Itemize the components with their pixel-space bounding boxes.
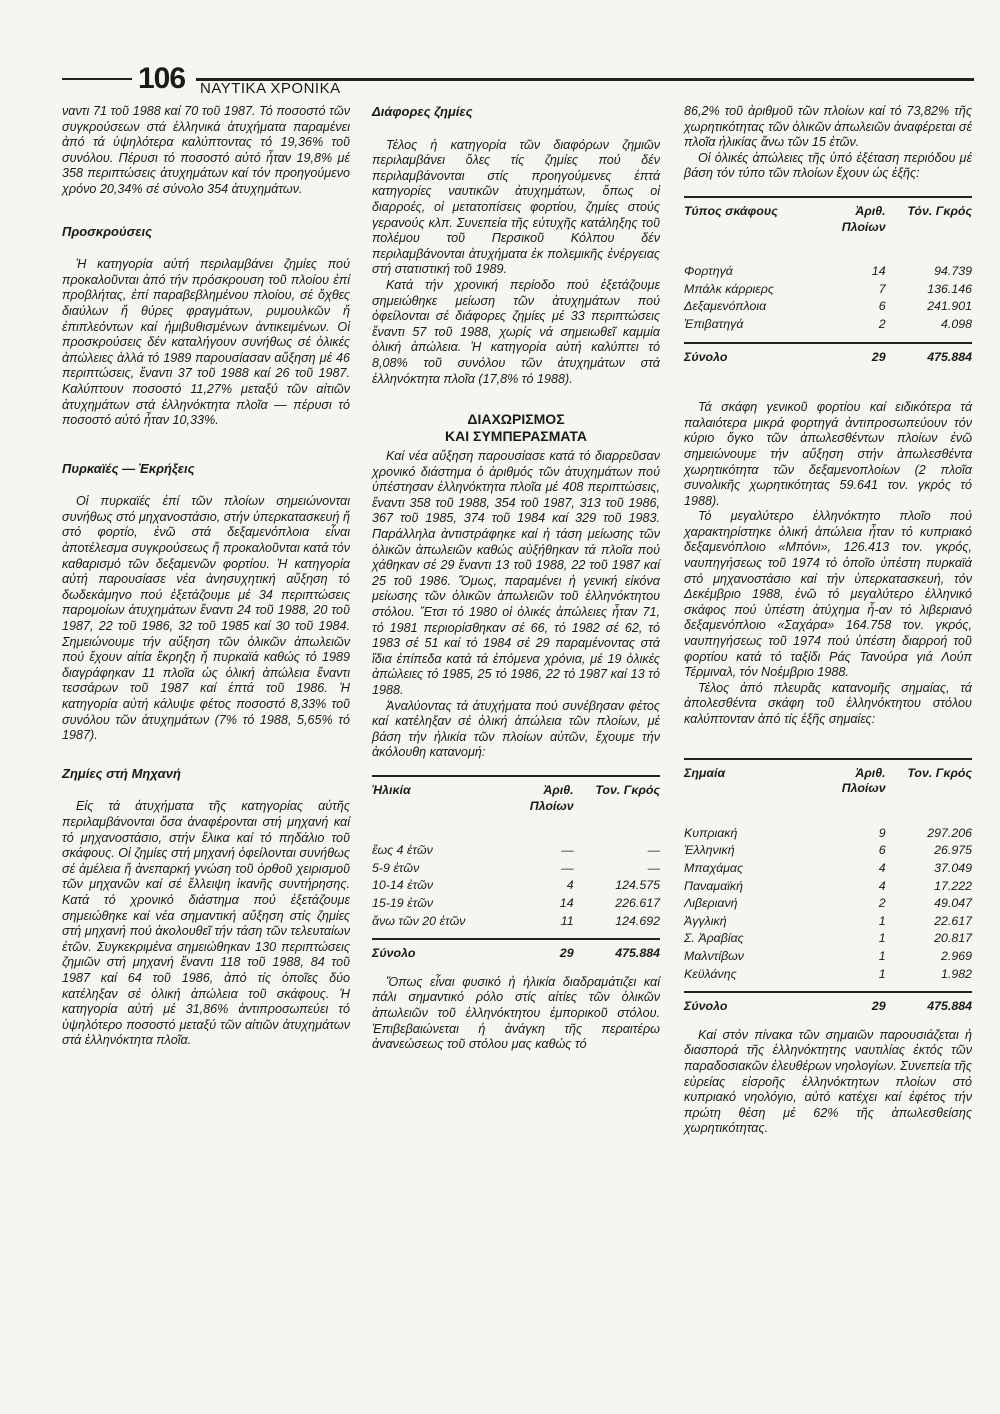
table-row [684, 825, 972, 843]
table-row [372, 895, 660, 913]
table-row [684, 930, 972, 948]
table-cell: — [647, 843, 660, 858]
column-header: Τον. Γκρός [574, 776, 660, 842]
table-row [684, 298, 972, 316]
table-cell: 6 [878, 299, 886, 314]
table-cell: — [561, 843, 574, 858]
paragraph: Κατά τήν χρονική περίοδο πού ἐξετάζουμε σημειώθηκε μείωση τῶν ἀτυχημάτων πού ὀφείλονται σέ διάφορες ζημίες μέ 33 περιπτώσεις ἔναντι 57 τοῦ 1988, χωρίς νά σημειωθεῖ καμμία ὁλική ἀπώλεια. Ἡ κατηγορία αὐτή καλύπτει τό 8,08% τοῦ συνόλου τῶν ἀτυχημάτων στά ἑλληνόκτητα πλοῖα (17,8% τό 1988). [372, 277, 660, 386]
table-cell: 1 [878, 931, 886, 946]
column-2 [372, 104, 660, 1053]
section-heading-conclusions [372, 411, 660, 445]
section-heading-misc: Διάφορες ζημίες [372, 104, 473, 119]
table-cell: 1 [878, 913, 886, 928]
table-cell: 37.049 [934, 860, 972, 875]
table-row [684, 281, 972, 299]
table-cell: 14 [559, 895, 574, 910]
table-row [684, 948, 972, 966]
table-cell: 10-14 ἐτῶν [372, 878, 434, 893]
table-row [372, 913, 660, 931]
table-row [684, 895, 972, 913]
table-cell: ἄνω τῶν 20 ἐτῶν [372, 913, 466, 928]
total-cell: 475.884 [574, 939, 660, 963]
table-cell: — [561, 860, 574, 875]
table-cell: 2.969 [940, 948, 972, 963]
column-header: Τον. Γκρός [886, 759, 972, 825]
table-cell: 5-9 ἐτῶν [372, 860, 420, 875]
paragraph: Τέλος ἡ κατηγορία τῶν διαφόρων ζημιῶν περιλαμβάνει ὅλες τίς ζημίες πού δέν περιλαμβάνονται στίς προηγούμενες ἑπτά κατηγορίες ναυτικῶν ἀτυχημάτων, ὅπως οἱ διαρροές, οἱ μετατοπίσεις φορτίου, ζημίες στούς γερανούς κλπ. Συνεπεία τῆς εὐτυχῆς κατάληξης τοῦ πολέμου τοῦ Περσικοῦ Κόλπου δέν περιλαμβάνονται ἀτυχήματα ἐκ πολεμικῆς ἐνέργειας στή στατιστική τοῦ 1989. [372, 137, 660, 277]
table-row [684, 842, 972, 860]
table-cell: Ἐπιβατηγά [684, 316, 744, 331]
total-cell: Σύνολο [684, 992, 822, 1016]
paragraph: Τέλος ἀπό πλευρᾶς κατανομῆς σημαίας, τά ἀπολεσθέντα σκάφη τοῦ ἑλληνόκτητου στόλου καλύπτονταν ἀπό τίς ἑξῆς σημαίες: [684, 680, 972, 726]
table-cell: 14 [871, 264, 886, 279]
paragraph: Οἱ ὁλικές ἀπώλειες τῆς ὑπό ἐξέταση περιόδου μέ βάση τόν τύπο τῶν πλοίων ἔχουν ὡς ἑξῆς: [684, 150, 972, 181]
table-cell: 1 [878, 966, 886, 981]
table-row [684, 966, 972, 984]
paragraph: Ὅπως εἶναι φυσικό ἡ ἡλικία διαδραμάτιζει καί πάλι σημαντικό ρόλο στίς αἰτίες τῶν ὁλικῶν ἀπωλειῶν τοῦ ἑλληνόκτητου ἐμπορικοῦ στόλου. Ἐπιβεβαιώνεται ἡ ἀνάγκη τῆς περαιτέρω ἀνανεώσεως τοῦ στόλου μας καθώς τό [372, 974, 660, 1052]
table-cell: 94.739 [934, 264, 972, 279]
heading-line: ΚΑΙ ΣΥΜΠΕΡΑΣΜΑΤΑ [445, 428, 587, 445]
column-header: Ἀριθ. Πλοίων [822, 759, 885, 825]
table-cell: — [647, 860, 660, 875]
table-row [684, 913, 972, 931]
table-row [372, 842, 660, 860]
flag-table [684, 758, 972, 1016]
section-heading-engine: Ζημίες στή Μηχανή [62, 765, 181, 781]
column-header: Ἀριθ. Πλοίων [822, 197, 885, 263]
table-cell: ἕως 4 ἐτῶν [372, 843, 433, 858]
total-row [684, 992, 972, 1016]
paragraph: Εἰς τά ἀτυχήματα τῆς κατηγορίας αὐτῆς περιλαμβάνονται ὅσα ἀναφέρονται στή μηχανή καί τό μηχανοστάσιο, στήν ἕλικα καί τό πηδάλιο τοῦ σκάφους. Οἱ ζημίες στή μηχανή ὀφείλονται συνήθως σέ ἀμέλεια ἤ ἀνεπαρκή γνώση τοῦ ὀρθοῦ χειρισμοῦ τῶν μηχανῶν καί σέ ἔλλειψη ἱκανῆς συντήρησης. Κατά τό χρονικό διάστημα πού ἐξετάζουμε σημειώθηκε καί νέα σημαντική αὔξηση στίς ζημίες στή μηχανή πού ἀκολουθεῖ τήν τάση τῶν τελευταίων ἐτῶν. Συγκεκριμένα σημειώθηκαν 130 περιπτώσεις ζημιῶν στή μηχανή ἔναντι 118 τοῦ 1988, 84 τοῦ 1987 καί 64 τοῦ 1986, ἀπό τίς ὁποῖες δύο κατέληξαν σέ ὁλική ἀπώλεια τοῦ σκάφους. Ἡ κατηγορία αὐτή μέ 31,86% ἀντιπροσωπεύει τό ὑψηλότερο ποσοστό μεταξύ τῶν αἰτιῶν ἀτυχημάτων στά ἑλληνόκτητα πλοῖα. [62, 799, 350, 1048]
table-cell: 2 [878, 316, 886, 331]
ship-type-table [684, 196, 972, 366]
paragraph: 86,2% τοῦ ἀριθμοῦ τῶν πλοίων καί τό 73,82% τῆς χωρητικότητας τῶν ὁλικῶν ἀπωλειῶν ἀναφέρεται σέ πλοῖα ἡλικίας ἄνω τῶν 15 ἐτῶν. [684, 104, 972, 150]
age-table [372, 775, 660, 963]
table-row [684, 860, 972, 878]
table-cell: 4 [878, 860, 886, 875]
table-row [684, 316, 972, 334]
table-cell: 17.222 [934, 878, 972, 893]
publication-title: ΝΑΥΤΙΚΑ ΧΡΟΝΙΚΑ [200, 80, 341, 97]
paragraph: Ἡ κατηγορία αὐτή περιλαμβάνει ζημίες πού προκαλοῦνται ἀπό τήν πρόσκρουση τοῦ πλοίου ἐπί προβλήτας, ἐπί παραβεβλημένου πλοίου, σέ ὄχθες διαύλων ἤ θύρες φραγμάτων, ρυμουλκῶν ἤ ἐπιπλεόντων καί ἡμιβυθισμένων ἀντικειμένων. Οἱ προσκρούσεις δέν καταλήγουν συνήθως σέ ὁλικές ἀπώλειες ἀλλά τό 1989 παρουσίασαν αὔξηση μέ 46 περιπτώσεις, ἔναντι 37 τοῦ 1988 καί 26 τοῦ 1987. Καλύπτουν ποσοστό 11,27% μεταξύ τῶν αἰτιῶν ἀτυχημάτων στά ἑλληνόκτητα πλοῖα — πέρυσι τό ποσοστό αὐτό ἦταν 10,33%. [62, 257, 350, 428]
table-cell: Παναμαϊκή [684, 878, 743, 893]
total-cell: 29 [822, 343, 885, 367]
column-3 [684, 104, 972, 1137]
table-cell: 1 [878, 948, 886, 963]
table-cell: 6 [878, 843, 886, 858]
table-cell: Σ. Ἀραβίας [684, 931, 744, 946]
table-cell: Μπάλκ κάρριερς [684, 281, 774, 296]
total-row [372, 939, 660, 963]
table-cell: Φορτηγά [684, 264, 733, 279]
table-cell: 124.575 [615, 878, 660, 893]
table-cell: 4 [878, 878, 886, 893]
page-number: 106 [138, 62, 186, 95]
table-cell: Δεξαμενόπλοια [684, 299, 767, 314]
table-row [372, 877, 660, 895]
table-cell: 20.817 [934, 931, 972, 946]
table-cell: 26.975 [934, 843, 972, 858]
table-cell: Ἀγγλική [684, 913, 727, 928]
table-cell: 136.146 [927, 281, 972, 296]
table-cell: 49.047 [934, 896, 972, 911]
paragraph: Τό μεγαλύτερο ἑλληνόκτητο πλοῖο πού χαρακτηρίστηκε ὁλική ἀπώλεια ἦταν τό κυπριακό δεξαμενόπλοιο «Μπόνι», 126.413 τον. γκρός, ναυπηγήσεως τοῦ 1974 τό ὁποῖο ὑπέστη πυρκαϊά στό μηχανοστάσιο καί τήν ὑπερκατασκευή, τόν Δεκέμβριο 1988, ἐνῶ τό μεγαλύτερο ἑλληνικό σκάφος πού ὑπέστη ἀτύχημα ἦ-αν τό λιβεριανό δεξαμενόπλοιο «Σαχάρα» 164.758 τον. γκρός, ναυπηγήσεως τοῦ 1974 πού ὑπέστη διαρροή τοῦ φορτίου κατά τό ταξίδι Ράς Τανούρα γιά Λούπ Τέρμιναλ, τόν Νοέμβριο 1988. [684, 509, 972, 680]
section-heading-fires: Πυρκαϊές — Ἐκρήξεις [62, 460, 195, 476]
table-cell: 124.692 [615, 913, 660, 928]
total-cell: Σύνολο [372, 939, 510, 963]
column-header: Τόν. Γκρός [886, 197, 972, 263]
header-rule-left [62, 78, 132, 80]
total-cell: 29 [822, 992, 885, 1016]
table-cell: 22.617 [934, 913, 972, 928]
page-header [62, 62, 974, 102]
table-cell: 226.617 [615, 895, 660, 910]
heading-line: ΔΙΑΧΩΡΙΣΜΟΣ [467, 411, 565, 428]
table-cell: 7 [878, 281, 886, 296]
table-row [372, 860, 660, 878]
table-cell: Κυπριακή [684, 825, 738, 840]
table-cell: Κεϋλάνης [684, 966, 737, 981]
column-1 [62, 104, 350, 1049]
column-header: Ἀριθ. Πλοίων [510, 776, 573, 842]
column-header: Σημαία [684, 759, 822, 825]
total-cell: 29 [510, 939, 573, 963]
paragraph: Τά σκάφη γενικοῦ φορτίου καί ειδικότερα τά παλαιότερα μικρά φορτηγά ἀντιπροσωπεύουν τόν κύριο ὄγκο τῶν ἀπωλεσθέντων πλοίων ἐνῶ σημειώνουμε τήν αὔξηση στήν ἀπωλεσθέντα χωρητικότητα τῶν δεξαμενοπλοίων (2 πλοῖα συνολικῆς χωρητικότητας 59.641 τον. γκρός τό 1988). [684, 400, 972, 508]
table-cell: 241.901 [927, 299, 972, 314]
table-cell: 4 [566, 878, 574, 893]
column-header: Ἡλικία [372, 776, 510, 842]
table-row [684, 878, 972, 896]
paragraph: ναντι 71 τοῦ 1988 καί 70 τοῦ 1987. Τό ποσοστό τῶν συγκρούσεων στά ἑλληνικά ἀτυχήματα παραμένει ἀπό τά ὑψηλότερα καλύπτοντας τό 19,36% τοῦ συνόλου. Πέρυσι τό ποσοστό αὐτό ἦταν 19,8% μέ 358 περιπτώσεις ἀτυχημάτων καί τόν προηγούμενο χρόνο 20,34% σέ σύνολο 354 ἀτυχημάτων. [62, 104, 350, 196]
table-cell: 11 [560, 913, 574, 928]
table-cell: 9 [878, 825, 886, 840]
paragraph: Ἀναλύοντας τά ἀτυχήματα πού συνέβησαν φέτος καί κατέληξαν σέ ὁλική ἀπώλεια τῶν πλοίων, μέ βάση τήν ἡλικία τῶν πλοίων αὐτῶν, ἔχουμε τήν ἀκόλουθη κατανομή: [372, 698, 660, 760]
table-cell: Ἑλληνική [684, 843, 735, 858]
table-cell: 15-19 ἐτῶν [372, 895, 434, 910]
paragraph: Καί στόν πίνακα τῶν σημαιῶν παρουσιάζεται ἡ διασπορά τῆς ἑλληνόκτητης ναυτιλίας ἐκτός τῶν παραδοσιακῶν ἐλευθέρων νηολογίων. Συνεπεία τῆς εὐρείας εἰσροῆς ἑλληνόκτητων πλοίων στό κυπριακό νηολόγιο, αὐτό κατέχει καί ἐφέτος τήν πρώτη θέση μέ 62% τῆς ἀπωλεσθείσης χωρητικότητας. [684, 1027, 972, 1136]
table-cell: 297.206 [927, 825, 972, 840]
column-header: Τύπος σκάφους [684, 197, 822, 263]
table-cell: Μπαχάμας [684, 860, 744, 875]
total-cell: 475.884 [886, 992, 972, 1016]
paragraph: Καί νέα αὔξηση παρουσίασε κατά τό διαρρεῦσαν χρονικό διάστημα ὁ ἀριθμός τῶν ἀτυχημάτων πού ὑπέστησαν ἑλληνόκτητα πλοῖα μέ 408 περιπτώσεις, ἔναντι 358 τοῦ 1988, 354 τοῦ 1987, 313 τοῦ 1986, 367 τοῦ 1985, 374 τοῦ 1984 καί 329 τοῦ 1983. Παράλληλα ἀντιστράφηκε καί ἡ τάση μείωσης τῶν ὁλικῶν ἀπωλειῶν καθώς αὐξήθηκαν τά πλοῖα πού χάθηκαν σέ 29 ἔναντι 13 τοῦ 1988, 22 τοῦ 1987 καί 25 τοῦ 1986. Ὅμως, παραμένει ἡ γενική εἰκόνα μείωσης τῶν ὁλικῶν ἀπωλειῶν τοῦ ἑλληνόκτητου στόλου. Ἔτσι τό 1980 οἱ ὁλικές ἀπώλειες ἦταν 71, τό 1981 περιορίσθηκαν σέ 66, τό 1982 σέ 62, τό 1983 σέ 51 καί τό 1984 σέ 29 παραμένοντας στά ἴδια ἐπίπεδα κατά τά ἑπόμενα χρόνια, μέ 19 ὁλικές ἀπώλειες τό 1985, 25 τό 1986, 22 τό 1987 καί 13 τό 1988. [372, 449, 660, 697]
table-cell: 4.098 [940, 316, 972, 331]
section-heading-collisions: Προσκρούσεις [62, 223, 153, 239]
paragraph: Οἱ πυρκαϊές ἐπί τῶν πλοίων σημειώνονται συνήθως στό μηχανοστάσιο, στήν ὑπερκατασκευή ἤ στό φορτίο, ἐνῶ στά δεξαμενόπλοια εἶναι ἀποτέλεσμα συγκρούσεως ἤ προκαλοῦνται κατά τόν καθαρισμό τῶν δεξαμενῶν φορτίου. Ἡ κατηγορία αὐτή παρουσίασε νέα ἀνησυχητική αὔξηση τό δωδεκάμηνο πού ἐξετάζουμε μέ 34 περιπτώσεις παρομοίων ἀτυχημάτων ἔναντι 24 τοῦ 1988, 20 τοῦ 1987, 22 τοῦ 1986, 32 τοῦ 1985 καί 30 τοῦ 1984. Σημειώνουμε τήν αὔξηση τῶν ὁλικῶν ἀπωλειῶν πού ἔχουν αἰτία ἔκρηξη ἤ πυρκαϊά καθώς τό 1989 διαγράφηκαν 11 πλοῖα ὡς ὁλική ἀπώλεια ἔναντι τεσσάρων τοῦ 1987 καί ἑπτά τοῦ 1986. Ἡ κατηγορία αὐτή κάλυψε φέτος ποσοστό 8,33% τοῦ συνόλου τῶν ἀτυχημάτων (7% τό 1988, 5,65% τό 1987). [62, 494, 350, 743]
table-cell: Λιβεριανή [684, 896, 738, 911]
table-row [684, 263, 972, 281]
total-cell: Σύνολο [684, 343, 822, 367]
table-cell: 1.982 [940, 966, 972, 981]
table-cell: Μαλντίβων [684, 948, 744, 963]
total-cell: 475.884 [886, 343, 972, 367]
total-row [684, 343, 972, 367]
table-cell: 2 [878, 896, 886, 911]
